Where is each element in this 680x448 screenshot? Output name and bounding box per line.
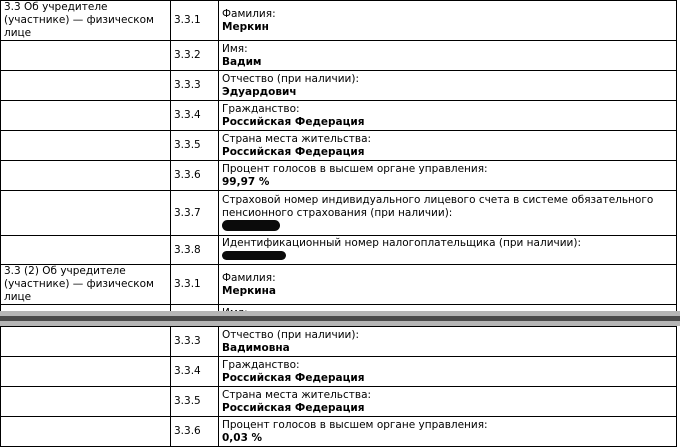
- field-label: Фамилия:: [222, 271, 276, 284]
- table-row: [1, 161, 677, 191]
- section-cell: [1, 71, 171, 101]
- field-label: Гражданство:: [222, 358, 300, 371]
- page-separator: [0, 311, 680, 326]
- table-row: [1, 387, 677, 417]
- section-cell: [1, 101, 171, 131]
- section-cell: [1, 357, 171, 387]
- field-label: Процент голосов в высшем органе управления:: [222, 418, 488, 431]
- item-number: 3.3.5: [171, 387, 219, 417]
- section-cell: [1, 161, 171, 191]
- field-cell: [219, 1, 677, 41]
- field-cell: [219, 387, 677, 417]
- section-cell: 3.3 (2) Об учредителе (участнике) — физическом лице: [1, 265, 171, 305]
- table-row: [1, 41, 677, 71]
- field-cell: [219, 131, 677, 161]
- item-number: 3.3.8: [171, 236, 219, 265]
- field-value: Меркина: [222, 284, 276, 297]
- field-label: Процент голосов в высшем органе управления:: [222, 162, 488, 175]
- section-cell: [1, 236, 171, 265]
- field-value: Российская Федерация: [222, 371, 365, 384]
- field-value: Российская Федерация: [222, 145, 365, 158]
- table-row: [1, 101, 677, 131]
- section-cell: [1, 191, 171, 236]
- page-separator-line: [0, 316, 680, 321]
- field-label: Отчество (при наличии):: [222, 72, 359, 85]
- field-value: 99,97 %: [222, 175, 270, 188]
- field-cell: [219, 101, 677, 131]
- item-number: 3.3.6: [171, 161, 219, 191]
- table-row: [1, 131, 677, 161]
- item-number: 3.3.2: [171, 41, 219, 71]
- section-cell: [1, 417, 171, 447]
- table-row: [1, 357, 677, 387]
- field-label: Страна места жительства:: [222, 132, 372, 145]
- section-cell: [1, 131, 171, 161]
- founder-info-table-continued: [0, 326, 677, 447]
- field-value: Меркин: [222, 20, 269, 33]
- field-label: Страховой номер индивидуального лицевого счета в системе обязательного пенсионного страхования (при наличии):: [222, 193, 654, 219]
- field-cell: [219, 327, 677, 357]
- document-page-2: [0, 326, 680, 448]
- field-cell: [219, 417, 677, 447]
- field-label: Гражданство:: [222, 102, 300, 115]
- section-cell: [1, 387, 171, 417]
- item-number: 3.3.3: [171, 327, 219, 357]
- field-label: Имя:: [222, 42, 248, 55]
- field-value: Эдуардович: [222, 85, 297, 98]
- field-cell: [219, 357, 677, 387]
- table-row: [1, 327, 677, 357]
- table-row: [1, 417, 677, 447]
- field-value: Вадим: [222, 55, 262, 68]
- field-value: Российская Федерация: [222, 401, 365, 414]
- field-label: Страна места жительства:: [222, 388, 372, 401]
- item-number: 3.3.1: [171, 265, 219, 305]
- redaction-mark: [222, 251, 286, 260]
- table-row: [1, 71, 677, 101]
- redaction-mark: [222, 220, 280, 231]
- item-number: 3.3.6: [171, 417, 219, 447]
- section-cell: [1, 41, 171, 71]
- item-number: 3.3.1: [171, 1, 219, 41]
- item-number: 3.3.7: [171, 191, 219, 236]
- table-row: [1, 191, 677, 236]
- field-cell: [219, 265, 677, 305]
- section-cell: 3.3 Об учредителе (участнике) — физическом лице: [1, 1, 171, 41]
- field-cell: [219, 161, 677, 191]
- field-label: Идентификационный номер налогоплательщика (при наличии):: [222, 237, 582, 249]
- section-cell: [1, 327, 171, 357]
- field-label: Отчество (при наличии):: [222, 328, 359, 341]
- item-number: 3.3.3: [171, 71, 219, 101]
- field-value: Вадимовна: [222, 341, 290, 354]
- field-value: Российская Федерация: [222, 115, 365, 128]
- field-cell: [219, 71, 677, 101]
- table-row: [1, 1, 677, 41]
- field-cell: [219, 41, 677, 71]
- table-row: [1, 236, 677, 265]
- field-cell: [219, 191, 677, 236]
- item-number: 3.3.5: [171, 131, 219, 161]
- table-row: [1, 265, 677, 305]
- field-value: 0,03 %: [222, 431, 263, 444]
- item-number: 3.3.4: [171, 101, 219, 131]
- item-number: 3.3.4: [171, 357, 219, 387]
- field-cell: [219, 236, 677, 265]
- field-label: Фамилия:: [222, 7, 276, 20]
